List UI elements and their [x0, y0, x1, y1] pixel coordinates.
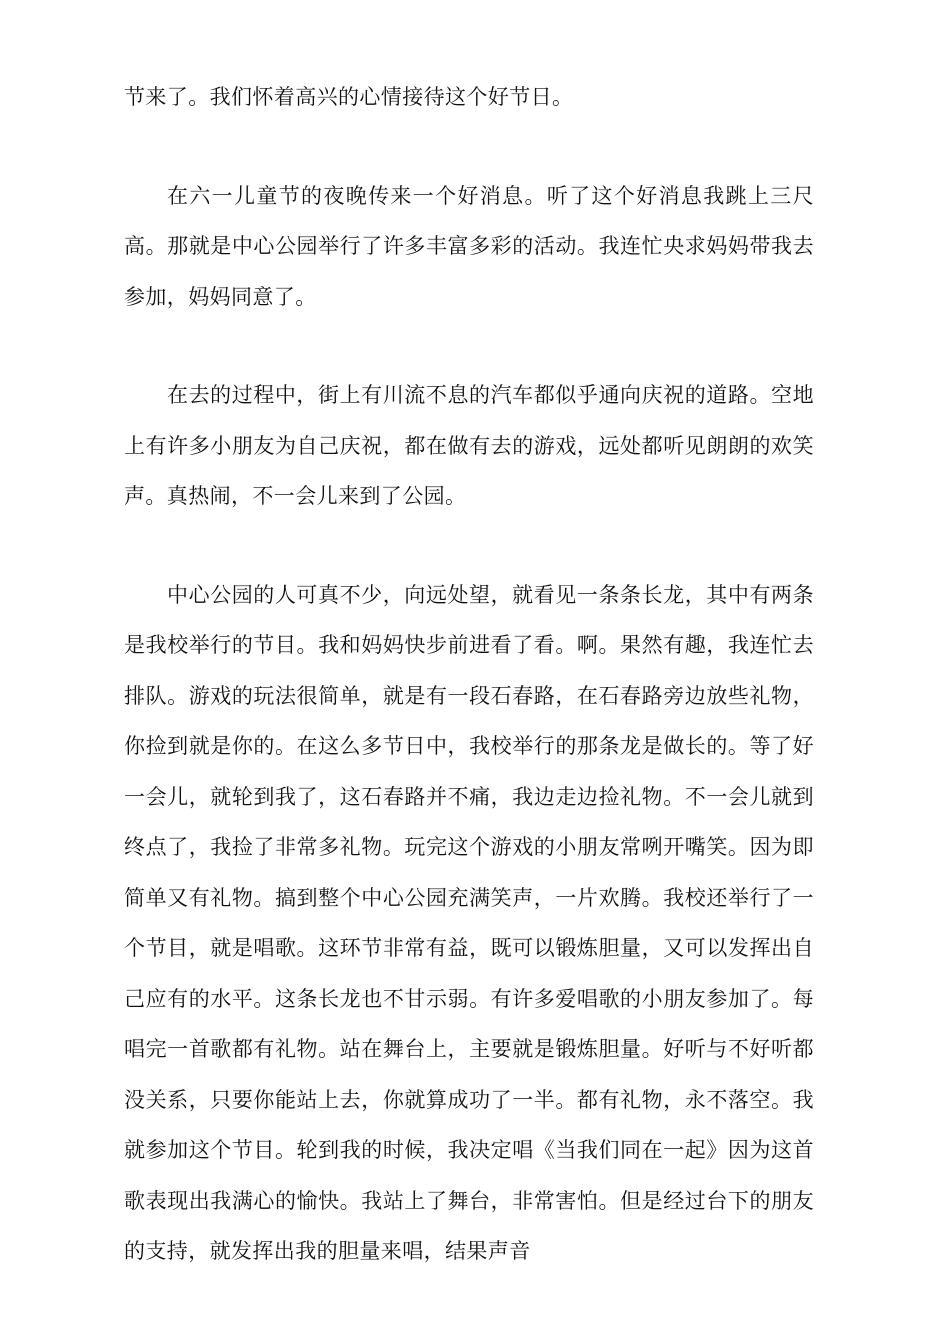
paragraph-2: 在六一儿童节的夜晚传来一个好消息。听了这个好消息我跳上三尺高。那就是中心公园举行了许多丰富多彩的活动。我连忙央求妈妈带我去参加，妈妈同意了。	[124, 183, 814, 309]
paragraph-1: 节来了。我们怀着高兴的心情接待这个好节日。	[124, 85, 574, 109]
paragraph-3: 在去的过程中，街上有川流不息的汽车都似乎通向庆祝的道路。空地上有许多小朋友为自己庆祝，都在做有去的游戏，远处都听见朗朗的欢笑声。真热闹，不一会儿来到了公园。	[124, 383, 814, 508]
document-body	[124, 72, 814, 1277]
paragraph-4: 中心公园的人可真不少，向远处望，就看见一条条长龙，其中有两条是我校举行的节目。我和妈妈快步前进看了看。啊。果然有趣，我连忙去排队。游戏的玩法很简单，就是有一段石春路，在石春路旁边放些礼物，你捡到就是你的。在这么多节日中，我校举行的那条龙是做长的。等了好一会儿，就轮到我了，这石春路并不痛，我边走边捡礼物。不一会儿就到终点了，我捡了非常多礼物。玩完这个游戏的小朋友常咧开嘴笑。因为即简单又有礼物。搞到整个中心公园充满笑声，一片欢腾。我校还举行了一个节目，就是唱歌。这环节非常有益，既可以锻炼胆量，又可以发挥出自己应有的水平。这条长龙也不甘示弱。有许多爱唱歌的小朋友参加了。每唱完一首歌都有礼物。站在舞台上，主要就是锻炼胆量。好听与不好听都没关系，只要你能站上去，你就算成功了一半。都有礼物，永不落空。我就参加这个节目。轮到我的时候，我决定唱《当我们同在一起》因为这首歌表现出我满心的愉快。我站上了舞台，非常害怕。但是经过台下的朋友的支持，就发挥出我的胆量来唱，结果声音	[124, 582, 814, 1263]
